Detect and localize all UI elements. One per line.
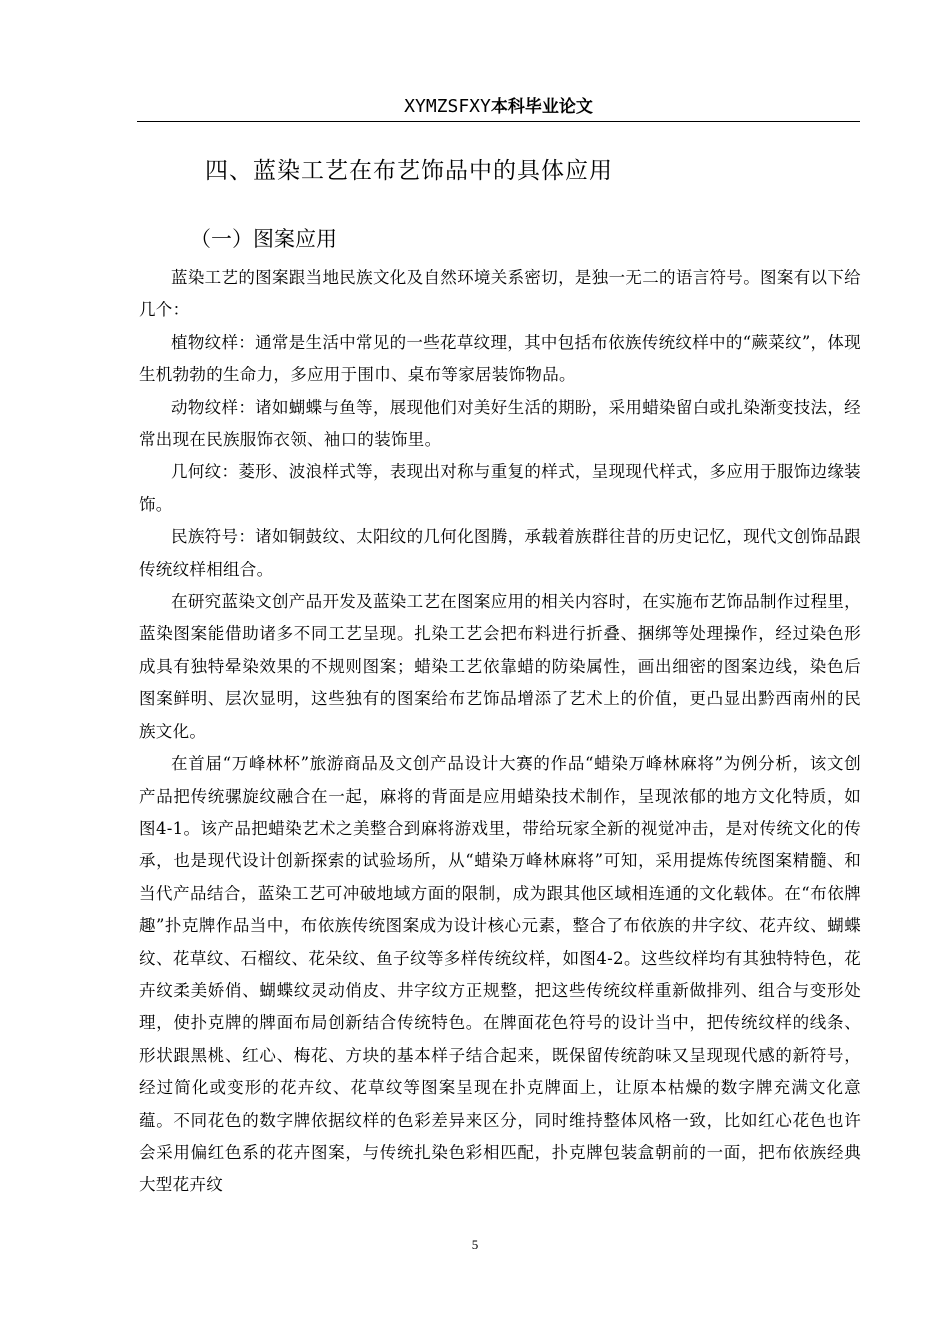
paragraph-animal-patterns: 动物纹样：诸如蝴蝶与鱼等，展现他们对美好生活的期盼，采用蜡染留白或扎染渐变技法，经常出现在民族服饰衣领、袖口的装饰里。	[139, 397, 861, 450]
paragraph-case-study: 在首届“万峰林杯”旅游商品及文创产品设计大赛的作品“蜡染万峰林麻将”为例分析，该文创产品把传统骡旋纹融合在一起，麻将的背面是应用蜡染技术制作，呈现浓郁的地方文化特质，如图4-1。该产品把蜡染艺术之美整合到麻将游戏里，带给玩家全新的视觉冲击，是对传统文化的传承，也是现代设计创新探索的试验场所，从“蜡染万峰林麻将”可知，采用提炼传统图案精髓、和当代产品结合，蓝染工艺可冲破地域方面的限制，成为跟其他区域相连通的文化载体。在“布依牌趣”扑克牌作品当中，布依族传统图案成为设计核心元素，整合了布依族的井字纹、花卉纹、蝴蝶纹、花草纹、石榴纹、花朵纹、鱼子纹等多样传统纹样，如图4-2。这些纹样均有其独特特色，花卉纹柔美娇俏、蝴蝶纹灵动俏皮、井字纹方正规整，把这些传统纹样重新做排列、组合与变形处理，使扑克牌的牌面布局创新结合传统特色。在牌面花色符号的设计当中，把传统纹样的线条、形状跟黑桃、红心、梅花、方块的基本样子结合起来，既保留传统韵味又呈现现代感的新符号，经过简化或变形的花卉纹、花草纹等图案呈现在扑克牌面上，让原本枯燥的数字牌充满文化意蕴。不同花色的数字牌依据纹样的色彩差异来区分，同时维持整体风格一致，比如红心花色也许会采用偏红色系的花卉图案，与传统扎染色彩相匹配，扑克牌包装盒朝前的一面，把布依族经典大型花卉纹	[139, 754, 861, 1195]
paragraph-geometric-patterns: 几何纹：菱形、波浪样式等，表现出对称与重复的样式，呈现现代样式，多应用于服饰边缘装饰。	[139, 462, 861, 514]
header-code: XYMZSFXY	[404, 96, 491, 117]
page-number: 5	[471, 1237, 479, 1252]
page-header	[137, 93, 860, 119]
paragraph-techniques: 在研究蓝染文创产品开发及蓝染工艺在图案应用的相关内容时，在实施布艺饰品制作过程里，蓝染图案能借助诸多不同工艺呈现。扎染工艺会把布料进行折叠、捆绑等处理操作，经过染色形成具有独特晕染效果的不规则图案；蜡染工艺依靠蜡的防染属性，画出细密的图案边线，染色后图案鲜明、层次显明，这些独有的图案给布艺饰品增添了艺术上的价值，更凸显出黔西南州的民族文化。	[139, 592, 861, 741]
header-tag: 本科毕业论文	[490, 97, 593, 117]
section-title: （一）图案应用	[190, 227, 337, 251]
paragraph-intro: 蓝染工艺的图案跟当地民族文化及自然环境关系密切，是独一无二的语言符号。图案有以下给几个：	[139, 268, 861, 320]
body-text	[139, 262, 861, 1202]
paragraph-ethnic-symbols: 民族符号：诸如铜鼓纹、太阳纹的几何化图腾，承载着族群往昔的历史记忆，现代文创饰品跟传统纹样相组合。	[139, 527, 861, 579]
chapter-title: 四、蓝染工艺在布艺饰品中的具体应用	[205, 158, 613, 184]
paragraph-plant-patterns: 植物纹样：通常是生活中常见的一些花草纹理，其中包括布依族传统纹样中的“蕨菜纹”，体现生机勃勃的生命力，多应用于围巾、桌布等家居装饰物品。	[139, 332, 861, 385]
header-rule	[137, 121, 860, 122]
